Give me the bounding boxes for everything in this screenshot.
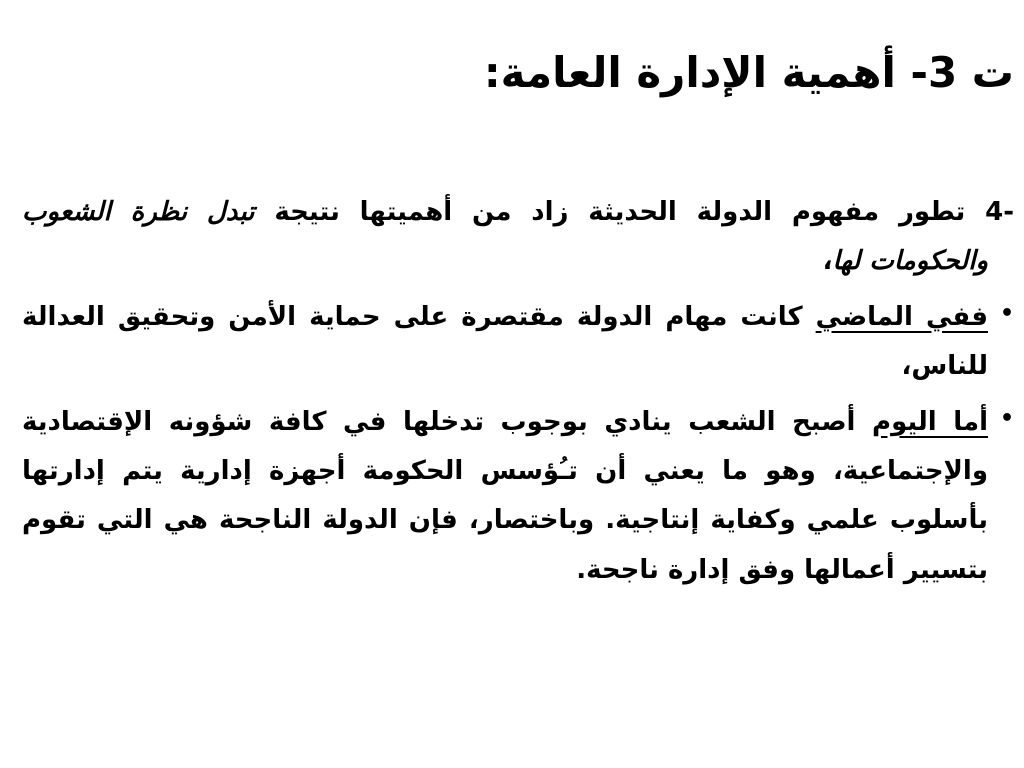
point-4-paragraph: [22, 188, 1015, 287]
bullet-today-text: أصبح الشعب ينادي بوجوب تدخلها في كافة شؤونه الإقتصادية والإجتماعية، وهو ما يعني أن تـُؤسس الحكومة أجهزة إدارية يتم إدارتها بأسلوب علمي وكفاية إنتاجية. وباختصار، فإن الدولة الناجحة هي التي تقوم بتسيير أعمالها وفق إدارة ناجحة.: [22, 406, 988, 585]
point-number: -4: [985, 197, 1015, 227]
bullet-today-keyword: أما اليوم: [872, 406, 989, 437]
bullet-icon: •: [999, 300, 1014, 326]
slide-content: [22, 188, 1015, 601]
bullet-icon: •: [999, 405, 1014, 431]
point-4-text: تطور مفهوم الدولة الحديثة زاد من أهميتها نتيجة: [254, 197, 986, 227]
point-4-text-end: ،: [822, 246, 833, 277]
bullet-past-keyword: ففي الماضي: [815, 301, 989, 332]
point-4-italic-text: تبدل نظرة الشعوب والحكومات لها: [22, 197, 988, 277]
slide-title: ت 3- أهمية الإدارة العامة:: [483, 48, 1014, 97]
bullet-today: [22, 398, 1014, 596]
bullet-past: [22, 293, 1014, 392]
bullet-past-text: كانت مهام الدولة مقتصرة على حماية الأمن وتحقيق العدالة للناس،: [22, 301, 988, 382]
